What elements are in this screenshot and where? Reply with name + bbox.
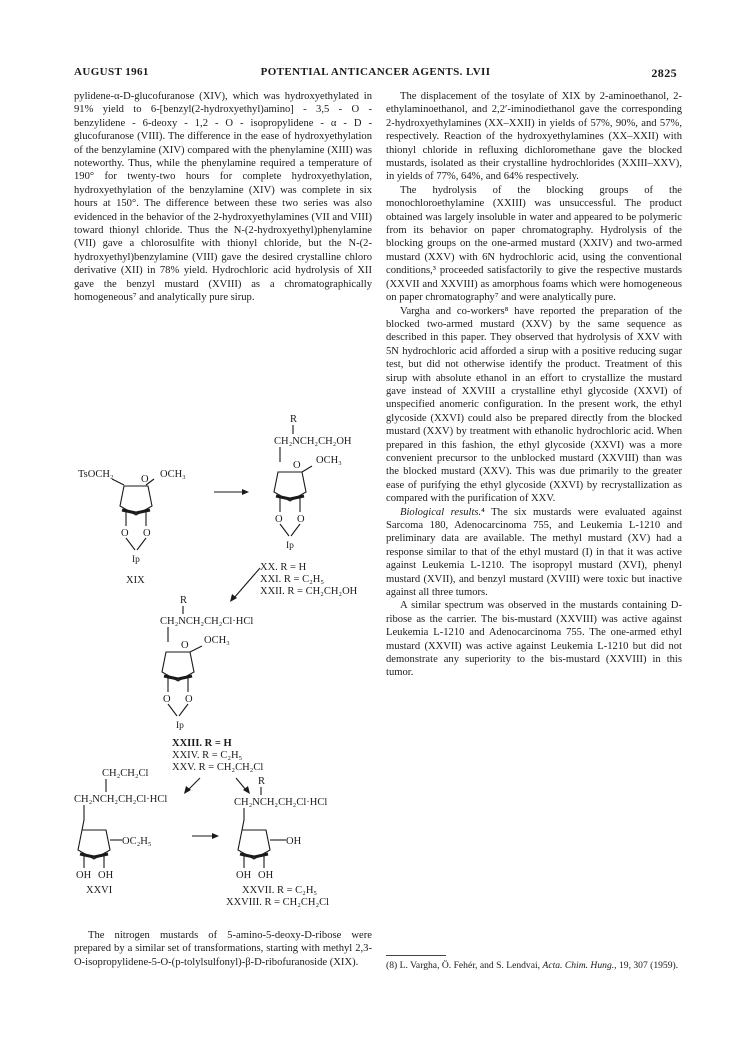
xix-isopropylidene: Ip: [132, 555, 140, 565]
xix-substituent-2: OCH₃: [160, 469, 186, 480]
right-paragraph-4: [386, 506, 682, 600]
left-column: [74, 90, 372, 305]
arrow-3: [184, 778, 200, 794]
xx-ring-oxygen: O: [293, 460, 301, 471]
right-column: [386, 90, 682, 680]
arrow-4: [236, 778, 250, 794]
xx-label-3: XXII. R = CH₂CH₂OH: [260, 586, 358, 597]
xx-chain: CH₂NCH₂CH₂OH: [274, 436, 352, 447]
right-paragraph-5: A similar spectrum was observed in the mustards containing D-ribose as the carrier. The bis-mustard (XXVIII) was active against Leukemia L-1210 and Adenocarcinoma 755. The one-armed ethyl mustard (XXVII) was active against Leukemia L-1210 but did not demonstrate any superiority to the bis-mustard (XXVIII) in this tumor.: [386, 600, 682, 679]
left-paragraph-2: The nitrogen mustards of 5-amino-5-deoxy-D-ribose were prepared by a similar set of transformations, starting with methyl 2,3-O-isopropylidene-5-O-(p-tolylsulfonyl)-β-D-ribofuranoside (XIX).: [74, 930, 372, 968]
footnote-citation: 19, 307 (1959).: [618, 960, 679, 971]
xx-isopropylidene: Ip: [286, 541, 294, 551]
xix-substituent-1: TsOCH₂: [78, 469, 114, 480]
xxvi-oh-2: OH: [98, 870, 114, 881]
xxvi-oh-1: OH: [76, 870, 92, 881]
compound-XXVII-XXVIII: [226, 776, 329, 908]
header-date: AUGUST 1961: [74, 66, 149, 78]
right-paragraph-2: The hydrolysis of the blocking groups of the monochloroethylamine (XXIII) was unsuccessful. The product obtained was largely insoluble in water and appeared to be polymeric from its behavior on paper chromatography. Hydrolysis of the blocking groups on the one-armed mustard (XXIV) and two-armed mustard (XXV) with 6N hydrochloric acid, using the conventional conditions,³ proceeded satisfactorily to give the respective mustards (XXVII and XXVIII) as amorphous foams which were homogeneous on paper chromatography⁷ and were analytically pure.: [386, 184, 682, 304]
left-paragraph-1: pylidene-α-D-glucofuranose (XIV), which was hydroxyethylated in 91% yield to 6-[benzyl(2-hydroxyethyl)amino] - 3,5 - O - benzylidene - 6-deoxy - 1,2 - O - isopropylidene - α - D - glucofuranose (VIII). The difference in the ease of hydroxyethylation of the benzylamine (XIV) compared with the phenylamine (XIII) was noteworthy. Thus, while the phenylamine required a temperature of 190° for twenty-two hours for complete hydroxyethylation, hydroxyethylation of the benzylamine (XIV) was complete in six hours at 150°. The difference between these two series was also evidenced in the behavior of the 2-hydroxyethylamines (VII and VIII) toward thionyl chloride. Thus the N-(2-hydroxyethyl)phenylamine (VII) gave a chlorosulfite with thionyl chloride, but the N-(2-hydroxyethyl)benzylamine (VIII) gave the desired crystalline chloro derivative (XII) in 78% yield. Hydrochloric acid hydrolysis of XII gave the benzyl mustard (XVIII) as a chromatographically homogeneous⁷ and analytically pure sirup.: [74, 91, 372, 304]
arrow-1: [214, 489, 249, 495]
biological-results-heading: Biological results.: [400, 506, 482, 518]
xxiii-ring-oxygen: O: [181, 640, 189, 651]
compound-XXVI: [74, 768, 167, 896]
header-title: POTENTIAL ANTICANCER AGENTS. LVII: [260, 66, 491, 78]
xxiii-chain: CH₂NCH₂CH₂Cl·HCl: [160, 616, 254, 627]
footnote-8: [386, 960, 682, 972]
xxiii-methoxy: OCH₃: [204, 635, 230, 646]
right-paragraph-3: Vargha and co-workers⁸ have reported the preparation of the blocked two-armed mustard (XXV) by the same sequence as described in this paper. They observed that hydrolysis of XXV with 5N hydrochloric acid afforded a sirup with a positive reducing sugar test, but did not otherwise identify the product. Treatment of this sirup with absolute ethanol in an effort to crystallize the mustard gave instead of XXVIII a crystalline ethyl glycoside (XXVI) of unspecified anomeric configuration. In the present work, the ethyl glycoside (XXVI) could also be prepared directly from the blocked mustard (XXV) by treatment with ethanolic hydrochloric acid. When prepared in this fashion, the ethyl glycoside (XXVI) was a more convenient precursor to the unblocked mustard (XXVIII) than was the blocked mustard (XXV). This was due primarily to the greater ease of purifying the ethyl glycoside (XXVI) by recrystallization as compared with the purification of XXV.: [386, 305, 682, 505]
biological-results-text: ⁴ The six mustards were evaluated against Sarcoma 180, Adenocarcinoma 755, and Leukemia L-1210 and preliminary data are available. The methyl mustard (XV) had a response similar to that of the ethyl mustard (I) in that it was active against Leukemia L-1210. The isopropyl mustard (XVI), phenyl mustard (XVII), and benzyl mustard (XVIII) were toxic but inactive against all three tumors.: [386, 506, 682, 599]
xxvii-oh: OH: [286, 836, 302, 847]
xx-r: R: [290, 414, 298, 425]
arrow-2: [230, 568, 260, 602]
arrow-5: [192, 833, 219, 839]
xix-o-left: O: [121, 528, 129, 539]
xxvi-chain: CH₂NCH₂CH₂Cl·HCl: [74, 794, 168, 805]
xxiii-isopropylidene: Ip: [176, 721, 184, 731]
xix-label: XIX: [126, 575, 145, 586]
xxiii-label-3: XXV. R = CH₂CH₂Cl: [172, 762, 264, 773]
left-column-bottom: [74, 929, 372, 969]
footnote-rule: [386, 955, 446, 956]
xxvii-label-2: XXVIII. R = CH₂CH₂Cl: [226, 897, 330, 908]
xix-ring-oxygen: O: [141, 474, 149, 485]
xxvi-top: CH₂CH₂Cl: [102, 768, 149, 779]
xxvi-label: XXVI: [86, 885, 113, 896]
xxiii-o-right: O: [185, 694, 193, 705]
xxiii-label-1: XXIII. R = H: [172, 738, 232, 749]
xxvii-label-1: XXVII. R = C₂H₅: [242, 885, 318, 896]
running-header: [74, 66, 677, 82]
page-number: 2825: [651, 66, 677, 80]
xxiii-o-left: O: [163, 694, 171, 705]
xxvi-ethoxy: OC₂H₅: [122, 836, 152, 847]
xx-label-1: XX. R = H: [260, 562, 307, 573]
compound-XIX: [78, 469, 186, 586]
xx-o-left: O: [275, 514, 283, 525]
xx-methoxy: OCH₃: [316, 455, 342, 466]
right-paragraph-1: The displacement of the tosylate of XIX by 2-aminoethanol, 2-ethylaminoethanol, and 2,2′-iminodiethanol gave the corresponding 2-hydroxyethylamines (XX–XXII) in yields of 57%, 90%, and 57%, respectively. Reaction of the hydroxyethylamines (XX–XXII) with thionyl chloride in refluxing dichloromethane gave the blocked mustards, isolated as their crystalline hydrochlorides (XXIII–XXV), in yields of 77%, 64%, and 64% respectively.: [386, 91, 682, 183]
footnote-text: (8) L. Vargha, Ö. Fehér, and S. Lendvai,: [386, 960, 541, 971]
xxiii-label-2: XXIV. R = C₂H₅: [172, 750, 243, 761]
xxvii-oh-2: OH: [258, 870, 274, 881]
reaction-scheme: [64, 400, 384, 925]
compound-XX-XXII: [260, 414, 358, 597]
xix-o-right: O: [143, 528, 151, 539]
xx-label-2: XXI. R = C₂H₅: [260, 574, 324, 585]
xxvii-chain: CH₂NCH₂CH₂Cl·HCl: [234, 797, 328, 808]
xx-o-right: O: [297, 514, 305, 525]
compound-XXIII-XXV: [160, 595, 263, 773]
xxiii-r: R: [180, 595, 188, 606]
xxvii-r: R: [258, 776, 266, 787]
xxvii-oh-1: OH: [236, 870, 252, 881]
footnote-journal: Acta. Chim. Hung.,: [542, 960, 617, 971]
